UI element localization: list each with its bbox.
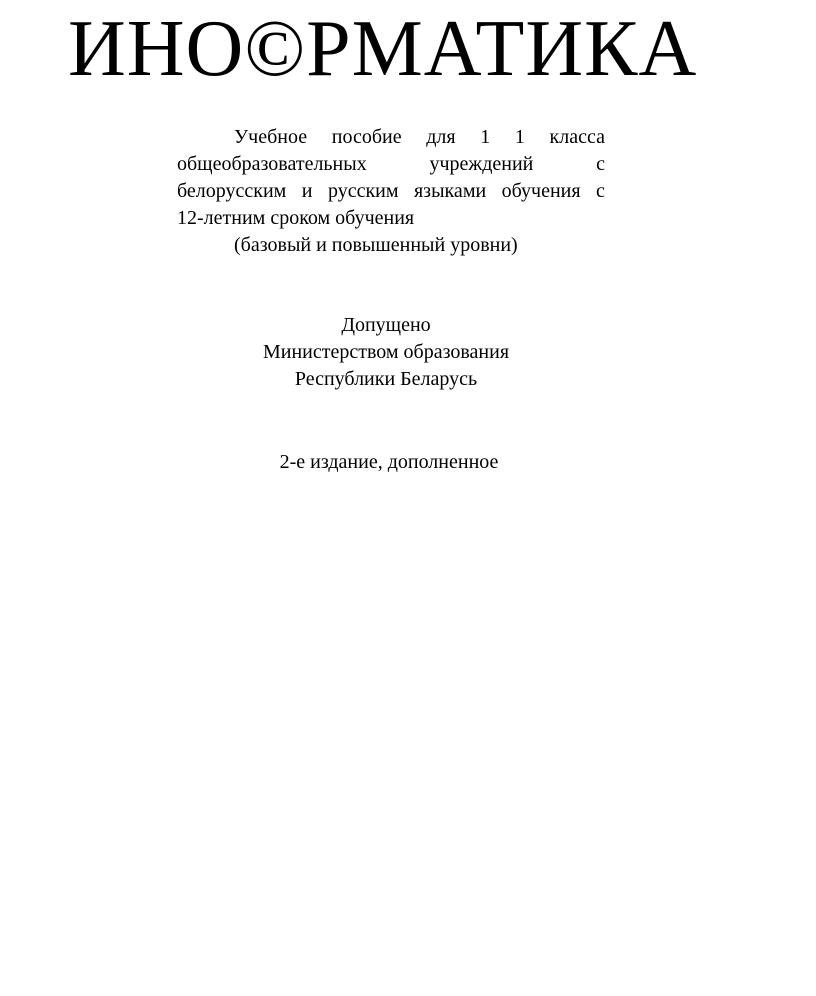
approval-line-1: Допущено (341, 314, 431, 336)
book-description (177, 124, 605, 259)
description-line-1: Учебное пособие для 1 1 класса (234, 126, 605, 148)
ministry-approval (186, 312, 586, 393)
description-line-4: 12-летним сроком обучения (177, 207, 415, 229)
book-title: ИНО©РМАТИКА (68, 5, 698, 93)
approval-line-3: Республики Беларусь (294, 368, 478, 390)
description-line-3: белорусским и русским языками обучения с (177, 180, 605, 202)
description-line-5: (базовый и повышенный уровни) (234, 234, 518, 256)
description-line-2: общеобразовательных учреждений с (177, 153, 605, 175)
edition-note: 2-е издание, дополненное (279, 451, 499, 473)
approval-line-2: Министерством образования (262, 341, 510, 363)
